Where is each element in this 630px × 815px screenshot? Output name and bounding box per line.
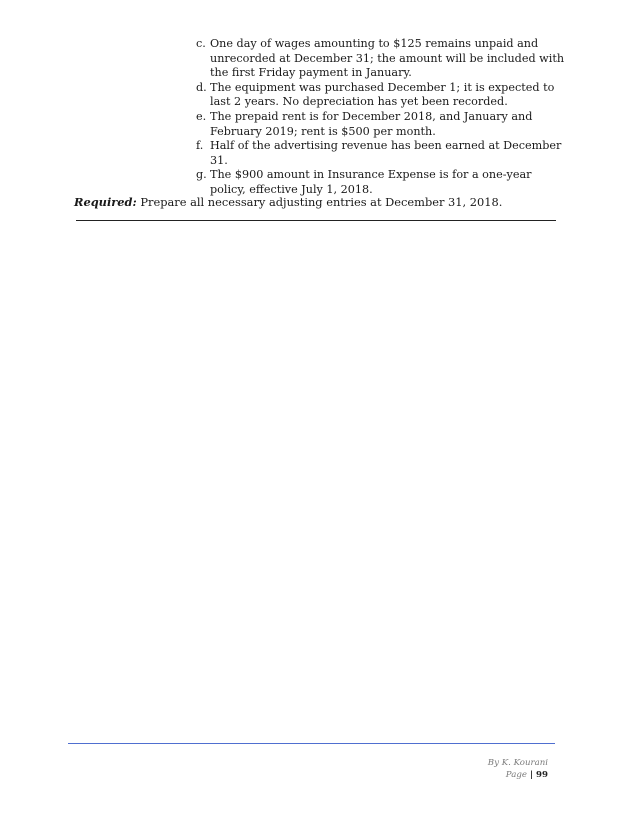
list-marker: f. [196,139,204,153]
footer-page-line [488,770,548,782]
list-marker: d. [196,80,207,94]
list-item-c [196,37,566,81]
adjustment-list [196,37,566,198]
list-item-d [196,81,566,110]
list-marker: e. [196,109,207,123]
required-text: Prepare all necessary adjusting entries at December 31, 2018. [136,195,503,209]
footer-author: By K. Kourani [487,758,548,768]
list-item-text: One day of wages amounting to $125 remains unpaid and unrecorded at December 31; the amount will be included with the first Friday payment in January. [210,37,565,80]
list-marker: c. [196,37,206,50]
footer-page-separator: | [526,769,537,780]
footer-page-label: Page [505,769,527,780]
list-item-f [196,139,566,168]
list-item-e [196,110,566,139]
list-item-text: Half of the advertising revenue has been earned at December 31. [210,139,562,167]
required-label: Required: [74,195,137,209]
list-marker: g. [196,168,207,182]
list-item-text: The equipment was purchased December 1; it is expected to last 2 years. No depreciation has yet been recorded. [210,80,555,109]
page-footer [488,758,548,781]
list-item-g [196,168,566,197]
required-instruction [74,195,502,210]
footer-page-number: 99 [536,769,548,780]
footer-divider [68,743,555,744]
list-item-text: The $900 amount in Insurance Expense is for a one-year policy, effective July 1, 2018. [210,168,532,196]
answer-line-divider [76,220,556,221]
list-item-text: The prepaid rent is for December 2018, and January and February 2019; rent is $500 per month. [210,109,533,138]
